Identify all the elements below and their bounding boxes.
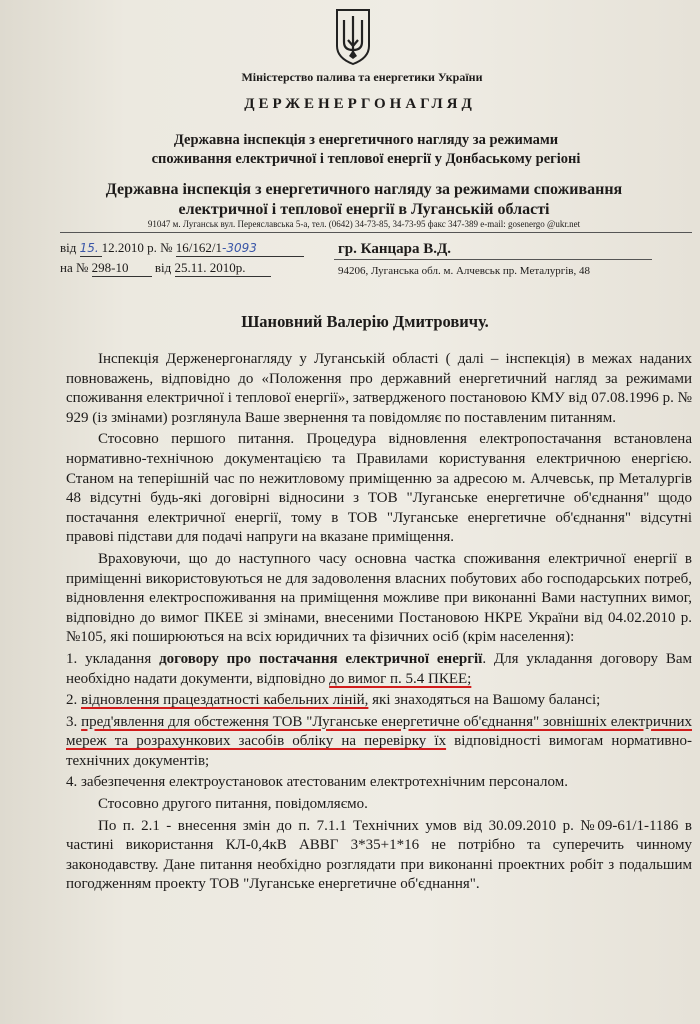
incoming-reference: на № 298-10 від 25.11. 2010р. — [60, 260, 271, 277]
requirement-item-1: 1. укладання договору про постачання електричної енергії. Для укладання договору Вам необхідно надати документи, відповідно до вимог п. 5.4 ПКЕЕ; — [66, 650, 692, 687]
recipient-underline — [334, 259, 652, 260]
department-name: ДЕРЖЕНЕРГОНАГЛЯД — [244, 96, 476, 112]
paragraph-tech-conditions: По п. 2.1 - внесення змін до п. 7.1.1 Технічних умов від 30.09.2010 р. №09-61/1-1186 в частині використання КЛ-0,4кВ АВВГ 3*35+1*16 не потрібно та суперечить чинному законодавству. Дане питання необхідно розглядати при виконанні проектних робіт з подальшим погодженням проекту ТОВ "Луганське енергетичне об'єднання". — [66, 817, 692, 893]
letter-body — [66, 350, 692, 897]
inspection-address: 91047 м. Луганськ вул. Переяславська 5-а, тел. (0642) 34-73-85, 34-73-95 факс 347-389 e-mail: gosenergo @ukr.net — [147, 219, 581, 229]
local-inspection-name: Державна інспекція з енергетичного нагляду за режимами споживання електричної і теплової енергії в Луганській області — [105, 181, 623, 218]
recipient-address: 94206, Луганська обл. м. Алчевськ пр. Металургів, 48 — [338, 265, 590, 277]
outgoing-reference: від 15. 12.2010 р. № 16/162/1-3093 — [60, 240, 304, 257]
requirement-item-3: 3. пред'явлення для обстеження ТОВ "Луганське енергетичне об'єднання" зовнішніх електричних мереж та розрахункових засобів обліку на перевірку їх відповідності вимогам нормативно-технічних документів; — [66, 713, 693, 769]
paragraph-requirements: Враховуючи, що до наступного часу основна частка споживання електричної енергії в приміщенні використовуються не для задоволення власних побутових або господарських потреб, відновлення електроспоживання на приміщення можливе при виконанні Вами наступних вимог, відповідно до вимог ПКЕЕ зі змінами, внесеними Постановою НКРЕ України від 04.02.2010 р. №105, які поширюються на всіх юридичних та фізичних осіб (крім населення): — [66, 550, 692, 646]
recipient-name: гр. Канцара В.Д. — [338, 241, 452, 257]
salutation: Шановний Валерію Дмитровичу. — [241, 312, 489, 331]
trident-emblem-icon — [333, 6, 373, 66]
regional-inspection-name: Державна інспекція з енергетичного нагляду за режимами споживання електричної і теплової енергії у Донбаському регіоні — [151, 132, 581, 167]
paragraph-intro: Інспекція Держенергонагляду у Луганській області ( далі – інспекція) в межах наданих повноважень, відповідно до «Положення про державний енергетичний нагляд за режимами споживання електричної і теплової енергії», затвердженого постановою КМУ від 07.08.1996 р. № 929 (із змінами) розглянула Ваше звернення та повідомляє по поставленим питанням. — [66, 351, 692, 426]
header-divider — [60, 232, 692, 233]
ministry-name: Міністерство палива та енергетики України — [241, 70, 483, 84]
requirement-item-4: 4. забезпечення електроустановок атестованим електротехнічним персоналом. — [66, 774, 568, 791]
requirement-item-2: 2. відновлення працездатності кабельних ліній, які знаходяться на Вашому балансі; — [66, 692, 601, 709]
paragraph-first-question: Стосовно першого питання. Процедура відновлення електропостачання встановлена нормативно-технічною документацією та Правилами користування електричною енергією. Станом на теперішній час по нежитловому приміщенню за адресою м. Алчевськ, пр Металургів 48 відсутні будь-які договірні відносини з ТОВ "Луганське енергетичне об'єднання" щодо постачання електричної енергії, тому в ТОВ "Луганське енергетичне об'єднання" відсутні правові підстави для подачі напруги на вказане приміщення. — [66, 431, 692, 546]
paragraph-second-question: Стосовно другого питання, повідомляємо. — [98, 796, 368, 813]
